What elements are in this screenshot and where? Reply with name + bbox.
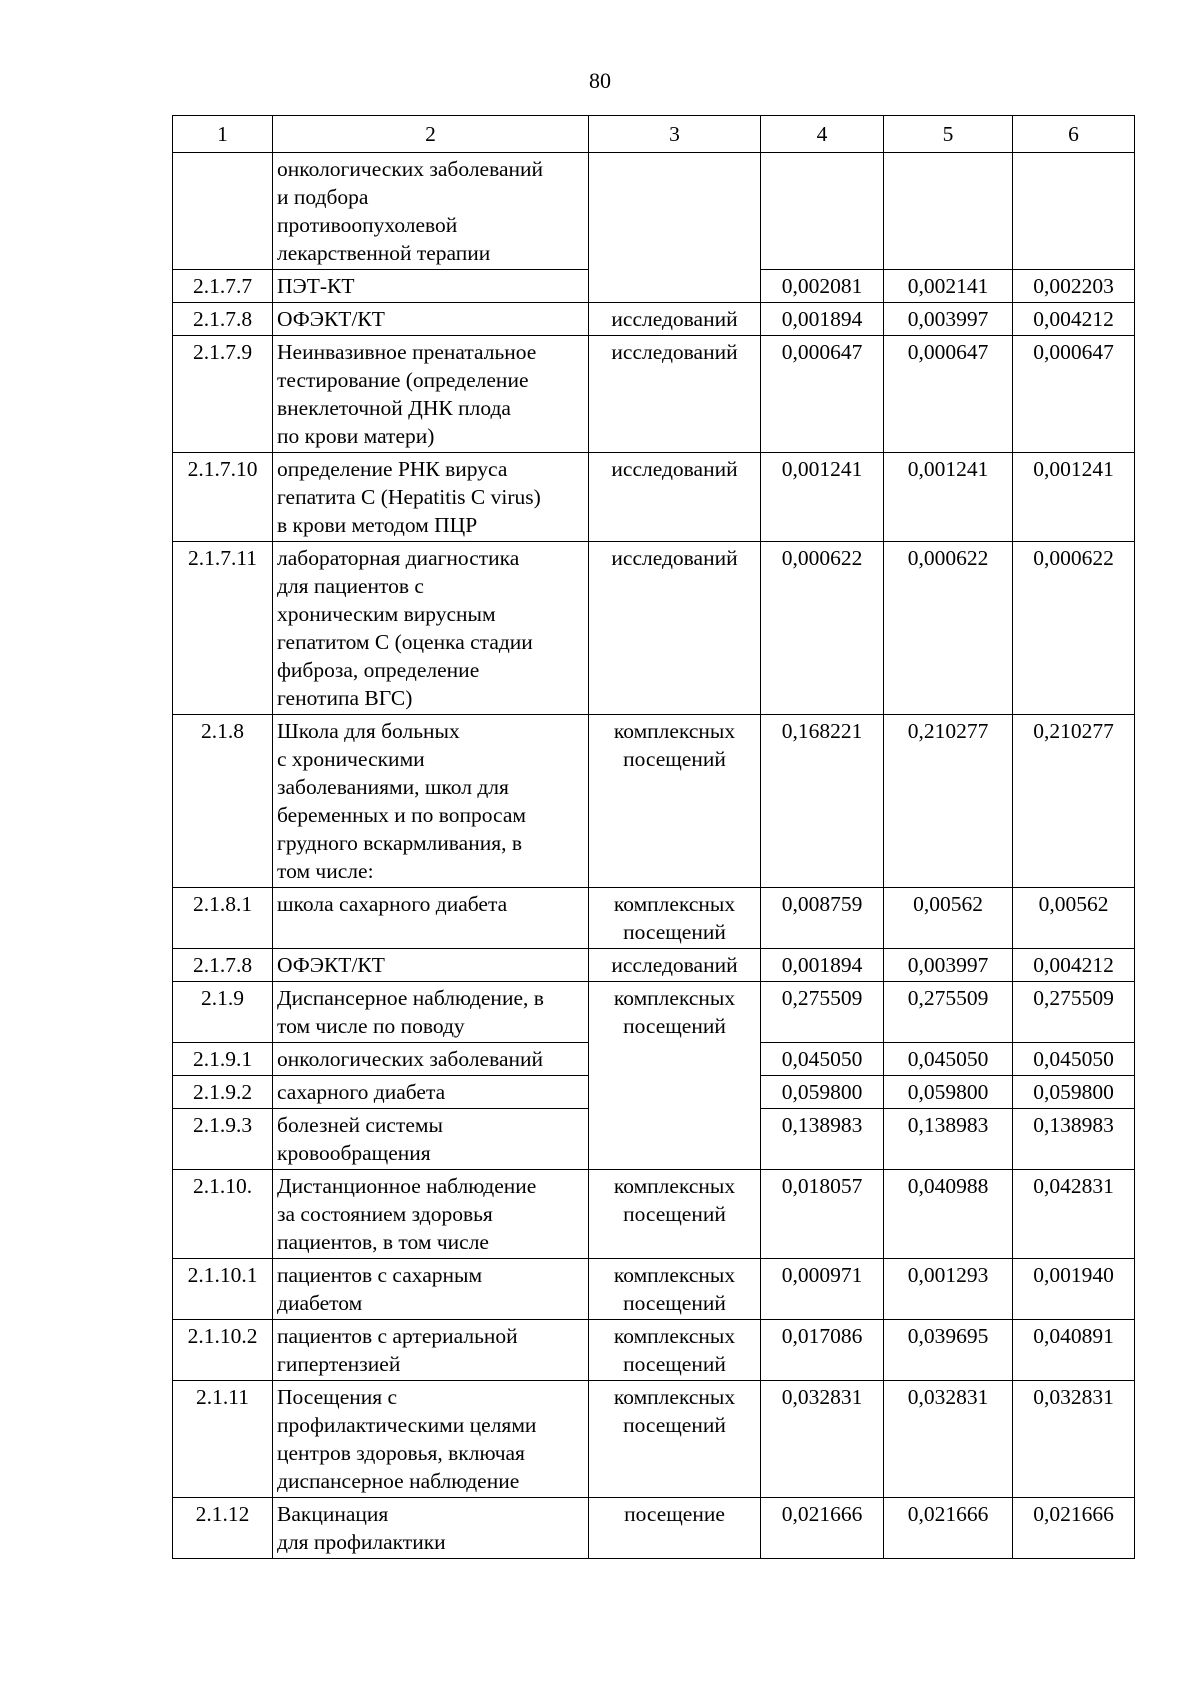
header-cell: 5: [884, 116, 1013, 153]
row-value-cell: [761, 1043, 884, 1076]
row-value-v6: 0,001940: [1033, 1263, 1114, 1287]
row-value-v6: 0,021666: [1033, 1502, 1114, 1526]
row-value-cell: [1013, 1076, 1135, 1109]
row-value-cell: [884, 1320, 1013, 1381]
row-code: 2.1.7.8: [192, 307, 253, 331]
table-row: [173, 1498, 1135, 1559]
row-unit-line: комплексных: [613, 1385, 736, 1409]
row-name-line: Неинвазивное пренатальное: [277, 340, 537, 364]
row-value-cell: [761, 542, 884, 715]
row-value-v6: 0,040891: [1033, 1324, 1114, 1348]
table-row: [173, 888, 1135, 949]
row-code-cell: [173, 715, 273, 888]
row-code-cell: [173, 303, 273, 336]
row-name-cell: [273, 1076, 589, 1109]
row-value-v6: 0,032831: [1033, 1385, 1114, 1409]
row-code: 2.1.12: [195, 1502, 250, 1526]
row-name-line: в крови методом ПЦР: [277, 513, 478, 537]
row-value-cell: [1013, 982, 1135, 1043]
row-name-line: гепатита С (Hepatitis C virus): [277, 485, 541, 509]
row-code-cell: [173, 888, 273, 949]
row-unit-line: комплексных: [613, 892, 736, 916]
row-code-cell: [173, 270, 273, 303]
row-unit-cell: [589, 949, 761, 982]
row-value-v4: 0,032831: [781, 1385, 863, 1409]
row-value-v4: 0,138983: [781, 1113, 863, 1137]
row-unit-cell: [589, 153, 761, 303]
row-unit-cell: [589, 1498, 761, 1559]
row-name-line: Дистанционное наблюдение: [277, 1174, 537, 1198]
row-name-line: Диспансерное наблюдение, в: [277, 986, 544, 1010]
table-row: [173, 542, 1135, 715]
row-unit-line: исследований: [611, 546, 738, 570]
row-name-cell: [273, 1498, 589, 1559]
row-code: 2.1.10.: [192, 1174, 253, 1198]
row-value-cell: [884, 949, 1013, 982]
row-name-line: по крови матери): [277, 424, 435, 448]
row-unit-line: комплексных: [613, 1263, 736, 1287]
row-name-cell: [273, 715, 589, 888]
row-name-cell: [273, 1320, 589, 1381]
row-value-cell: [1013, 1320, 1135, 1381]
row-value-v4: 0,275509: [781, 986, 863, 1010]
row-code-cell: [173, 1170, 273, 1259]
row-value-cell: [884, 270, 1013, 303]
row-name-line: гипертензией: [277, 1352, 401, 1376]
row-value-v6: 0,045050: [1033, 1047, 1114, 1071]
row-unit-cell: [589, 888, 761, 949]
row-value-v6: 0,00562: [1038, 892, 1109, 916]
row-name-line: с хроническими: [277, 747, 425, 771]
row-value-v5: 0,032831: [907, 1385, 989, 1409]
page-number: 80: [589, 68, 611, 93]
row-name-line: тестирование (определение: [277, 368, 529, 392]
row-code-cell: [173, 1043, 273, 1076]
indicators-table: [172, 115, 1135, 1559]
row-value-v6: 0,004212: [1033, 953, 1114, 977]
row-value-v5: 0,00562: [913, 892, 983, 916]
row-value-cell: [884, 1381, 1013, 1498]
row-name-line: кровообращения: [277, 1141, 431, 1165]
row-unit-line: комплексных: [613, 719, 736, 743]
row-value-v5: 0,021666: [907, 1502, 989, 1526]
row-value-v5: 0,003997: [907, 307, 989, 331]
row-code: 2.1.7.8: [192, 953, 253, 977]
row-value-cell: [1013, 153, 1135, 270]
row-name-line: онкологических заболеваний: [277, 157, 544, 181]
row-value-cell: [884, 715, 1013, 888]
row-code-cell: [173, 949, 273, 982]
row-name-line: Посещения с: [277, 1385, 398, 1409]
row-unit-line: комплексных: [613, 986, 736, 1010]
row-name-line: сахарного диабета: [277, 1080, 446, 1104]
row-value-cell: [1013, 303, 1135, 336]
row-value-cell: [761, 303, 884, 336]
row-value-v5: 0,001241: [907, 457, 989, 481]
row-unit-cell: [589, 453, 761, 542]
row-name-line: для пациентов с: [277, 574, 424, 598]
row-unit-line: посещение: [624, 1502, 725, 1526]
row-value-v4: 0,000647: [781, 340, 863, 364]
header-cell: 3: [589, 116, 761, 153]
row-value-cell: [1013, 453, 1135, 542]
row-value-cell: [1013, 1170, 1135, 1259]
table-row: [173, 715, 1135, 888]
row-value-v4: 0,001894: [781, 953, 863, 977]
row-name-cell: [273, 949, 589, 982]
row-unit-line: посещений: [623, 1202, 726, 1226]
row-unit-cell: [589, 1170, 761, 1259]
row-value-v4: 0,008759: [781, 892, 863, 916]
row-code-cell: [173, 336, 273, 453]
table-row: [173, 1320, 1135, 1381]
row-value-cell: [884, 453, 1013, 542]
header-cell: 1: [173, 116, 273, 153]
row-value-cell: [884, 1076, 1013, 1109]
row-name-line: и подбора: [277, 185, 369, 209]
row-name-cell: [273, 982, 589, 1043]
row-value-cell: [1013, 1043, 1135, 1076]
row-name-line: профилактическими целями: [277, 1413, 537, 1437]
row-code: 2.1.7.10: [187, 457, 258, 481]
row-value-cell: [884, 1259, 1013, 1320]
row-code-cell: [173, 1381, 273, 1498]
row-name-line: гепатитом С (оценка стадии: [277, 630, 533, 654]
row-value-v5: 0,039695: [907, 1324, 989, 1348]
row-value-cell: [761, 1498, 884, 1559]
row-value-v5: 0,059800: [907, 1080, 989, 1104]
row-value-cell: [884, 1043, 1013, 1076]
row-value-cell: [1013, 1109, 1135, 1170]
header-cell: 6: [1013, 116, 1135, 153]
row-code: 2.1.7.9: [192, 340, 253, 364]
row-value-cell: [761, 336, 884, 453]
row-name-line: пациентов с сахарным: [277, 1263, 483, 1287]
table-row: [173, 153, 1135, 270]
row-code-cell: [173, 542, 273, 715]
row-name-cell: [273, 1259, 589, 1320]
row-value-cell: [884, 888, 1013, 949]
row-code-cell: [173, 982, 273, 1043]
row-name-line: лекарственной терапии: [277, 241, 491, 265]
row-code-cell: [173, 1076, 273, 1109]
row-unit-line: исследований: [611, 953, 738, 977]
row-value-cell: [761, 1076, 884, 1109]
row-code: 2.1.8.1: [192, 892, 253, 916]
row-value-cell: [884, 1170, 1013, 1259]
row-code: 2.1.9: [201, 986, 244, 1010]
row-value-v6: 0,000622: [1033, 546, 1114, 570]
row-unit-line: исследований: [611, 340, 738, 364]
row-value-v6: 0,004212: [1033, 307, 1114, 331]
row-unit-line: посещений: [623, 1291, 726, 1315]
row-value-cell: [761, 1320, 884, 1381]
row-name-line: диспансерное наблюдение: [277, 1469, 520, 1493]
row-name-cell: [273, 270, 589, 303]
row-code-cell: [173, 453, 273, 542]
row-unit-cell: [589, 303, 761, 336]
row-name-line: грудного вскармливания, в: [277, 831, 522, 855]
row-name-line: Школа для больных: [277, 719, 460, 743]
row-code: 2.1.9.3: [192, 1113, 253, 1137]
row-value-v6: 0,059800: [1033, 1080, 1114, 1104]
row-value-cell: [884, 153, 1013, 270]
row-name-line: хроническим вирусным: [277, 602, 496, 626]
row-value-v4: 0,168221: [781, 719, 863, 743]
row-unit-line: посещений: [623, 1352, 726, 1376]
row-value-cell: [761, 1259, 884, 1320]
row-value-v5: 0,002141: [907, 274, 989, 298]
row-name-line: заболеваниями, школ для: [277, 775, 509, 799]
row-unit-line: посещений: [623, 920, 726, 944]
row-value-cell: [884, 336, 1013, 453]
row-value-cell: [1013, 542, 1135, 715]
row-name-line: пациентов, в том числе: [277, 1230, 489, 1254]
row-value-cell: [1013, 1381, 1135, 1498]
row-name-line: противоопухолевой: [277, 213, 458, 237]
row-value-v5: 0,210277: [907, 719, 989, 743]
header-cell: 2: [273, 116, 589, 153]
row-value-v5: 0,138983: [907, 1113, 989, 1137]
row-value-v6: 0,138983: [1033, 1113, 1114, 1137]
row-code: 2.1.7.7: [192, 274, 253, 298]
row-value-v4: 0,000622: [781, 546, 863, 570]
row-name-line: генотипа ВГС): [277, 686, 413, 710]
row-value-cell: [1013, 336, 1135, 453]
table-row: [173, 336, 1135, 453]
row-name-line: лабораторная диагностика: [277, 546, 520, 570]
row-value-cell: [761, 153, 884, 270]
row-value-v5: 0,000622: [907, 546, 989, 570]
row-code: 2.1.7.11: [187, 546, 258, 570]
row-code-cell: [173, 1259, 273, 1320]
row-name-line: Вакцинация: [277, 1502, 389, 1526]
row-name-cell: [273, 888, 589, 949]
row-value-v4: 0,018057: [781, 1174, 863, 1198]
row-unit-line: комплексных: [613, 1174, 736, 1198]
row-name-cell: [273, 542, 589, 715]
row-name-line: ОФЭКТ/КТ: [277, 953, 385, 977]
row-value-cell: [761, 1381, 884, 1498]
row-name-line: центров здоровья, включая: [277, 1441, 525, 1465]
row-value-cell: [1013, 888, 1135, 949]
row-value-cell: [761, 949, 884, 982]
row-unit-line: исследований: [611, 307, 738, 331]
row-value-v4: 0,001894: [781, 307, 863, 331]
row-value-v6: 0,042831: [1033, 1174, 1114, 1198]
row-value-cell: [884, 1109, 1013, 1170]
row-value-cell: [761, 1109, 884, 1170]
table-row: [173, 949, 1135, 982]
row-code: 2.1.10.1: [187, 1263, 258, 1287]
row-value-v6: 0,002203: [1033, 274, 1114, 298]
row-unit-cell: [589, 982, 761, 1170]
row-name-line: ПЭТ-КТ: [277, 274, 355, 298]
row-value-cell: [761, 888, 884, 949]
row-unit-cell: [589, 336, 761, 453]
row-value-v5: 0,001293: [907, 1263, 989, 1287]
row-code-cell: [173, 153, 273, 270]
row-value-cell: [1013, 1498, 1135, 1559]
row-name-line: беременных и по вопросам: [277, 803, 526, 827]
row-name-line: для профилактики: [277, 1530, 446, 1554]
row-code-cell: [173, 1498, 273, 1559]
row-name-line: внеклеточной ДНК плода: [277, 396, 511, 420]
row-value-v4: 0,001241: [781, 457, 863, 481]
row-value-cell: [761, 270, 884, 303]
row-code-cell: [173, 1320, 273, 1381]
row-name-line: болезней системы: [277, 1113, 443, 1137]
row-code: 2.1.10.2: [187, 1324, 258, 1348]
row-value-cell: [761, 453, 884, 542]
row-value-cell: [884, 542, 1013, 715]
row-name-cell: [273, 336, 589, 453]
row-code: 2.1.8: [201, 719, 244, 743]
row-name-line: том числе по поводу: [277, 1014, 465, 1038]
row-value-v4: 0,059800: [781, 1080, 863, 1104]
row-unit-line: посещений: [623, 1413, 726, 1437]
row-value-cell: [884, 1498, 1013, 1559]
table-row: [173, 453, 1135, 542]
row-value-cell: [1013, 949, 1135, 982]
row-name-cell: [273, 1043, 589, 1076]
row-unit-line: посещений: [623, 747, 726, 771]
row-name-cell: [273, 453, 589, 542]
table-header-row: [173, 116, 1135, 153]
row-name-line: пациентов с артериальной: [277, 1324, 518, 1348]
table-row: [173, 1170, 1135, 1259]
row-code: 2.1.9.2: [192, 1080, 253, 1104]
row-value-v5: 0,003997: [907, 953, 989, 977]
row-name-line: школа сахарного диабета: [277, 892, 508, 916]
table-row: [173, 1381, 1135, 1498]
row-code: 2.1.11: [196, 1385, 249, 1409]
table-row: [173, 303, 1135, 336]
row-value-v4: 0,002081: [781, 274, 863, 298]
row-name-line: ОФЭКТ/КТ: [277, 307, 385, 331]
row-name-line: том числе:: [277, 859, 374, 883]
row-unit-line: исследований: [611, 457, 738, 481]
row-name-line: определение РНК вируса: [277, 457, 508, 481]
table-row: [173, 1259, 1135, 1320]
row-value-v4: 0,021666: [781, 1502, 863, 1526]
row-value-cell: [1013, 1259, 1135, 1320]
row-unit-cell: [589, 1381, 761, 1498]
row-code: 2.1.9.1: [192, 1047, 253, 1071]
row-value-v5: 0,045050: [907, 1047, 989, 1071]
row-name-line: диабетом: [277, 1291, 363, 1315]
row-value-v6: 0,001241: [1033, 457, 1114, 481]
row-value-cell: [1013, 715, 1135, 888]
row-value-cell: [761, 982, 884, 1043]
row-value-v5: 0,275509: [907, 986, 989, 1010]
row-value-cell: [761, 1170, 884, 1259]
row-value-v5: 0,040988: [907, 1174, 989, 1198]
row-name-line: фиброза, определение: [277, 658, 480, 682]
row-name-cell: [273, 303, 589, 336]
row-name-line: за состоянием здоровья: [277, 1202, 493, 1226]
row-name-cell: [273, 1109, 589, 1170]
row-name-cell: [273, 1381, 589, 1498]
row-name-cell: [273, 153, 589, 270]
row-value-v6: 0,210277: [1033, 719, 1114, 743]
row-value-cell: [884, 982, 1013, 1043]
table-row: [173, 982, 1135, 1043]
row-value-cell: [1013, 270, 1135, 303]
row-unit-line: посещений: [623, 1014, 726, 1038]
row-unit-cell: [589, 1259, 761, 1320]
row-code-cell: [173, 1109, 273, 1170]
row-name-cell: [273, 1170, 589, 1259]
row-value-cell: [761, 715, 884, 888]
row-value-v4: 0,000971: [781, 1263, 863, 1287]
row-value-v6: 0,275509: [1033, 986, 1114, 1010]
header-cell: 4: [761, 116, 884, 153]
row-unit-cell: [589, 715, 761, 888]
row-unit-cell: [589, 542, 761, 715]
row-value-v4: 0,017086: [781, 1324, 863, 1348]
row-value-v6: 0,000647: [1033, 340, 1114, 364]
row-name-line: онкологических заболеваний: [277, 1047, 544, 1071]
row-unit-line: комплексных: [613, 1324, 736, 1348]
row-unit-cell: [589, 1320, 761, 1381]
row-value-v4: 0,045050: [781, 1047, 863, 1071]
row-value-cell: [884, 303, 1013, 336]
row-value-v5: 0,000647: [907, 340, 989, 364]
